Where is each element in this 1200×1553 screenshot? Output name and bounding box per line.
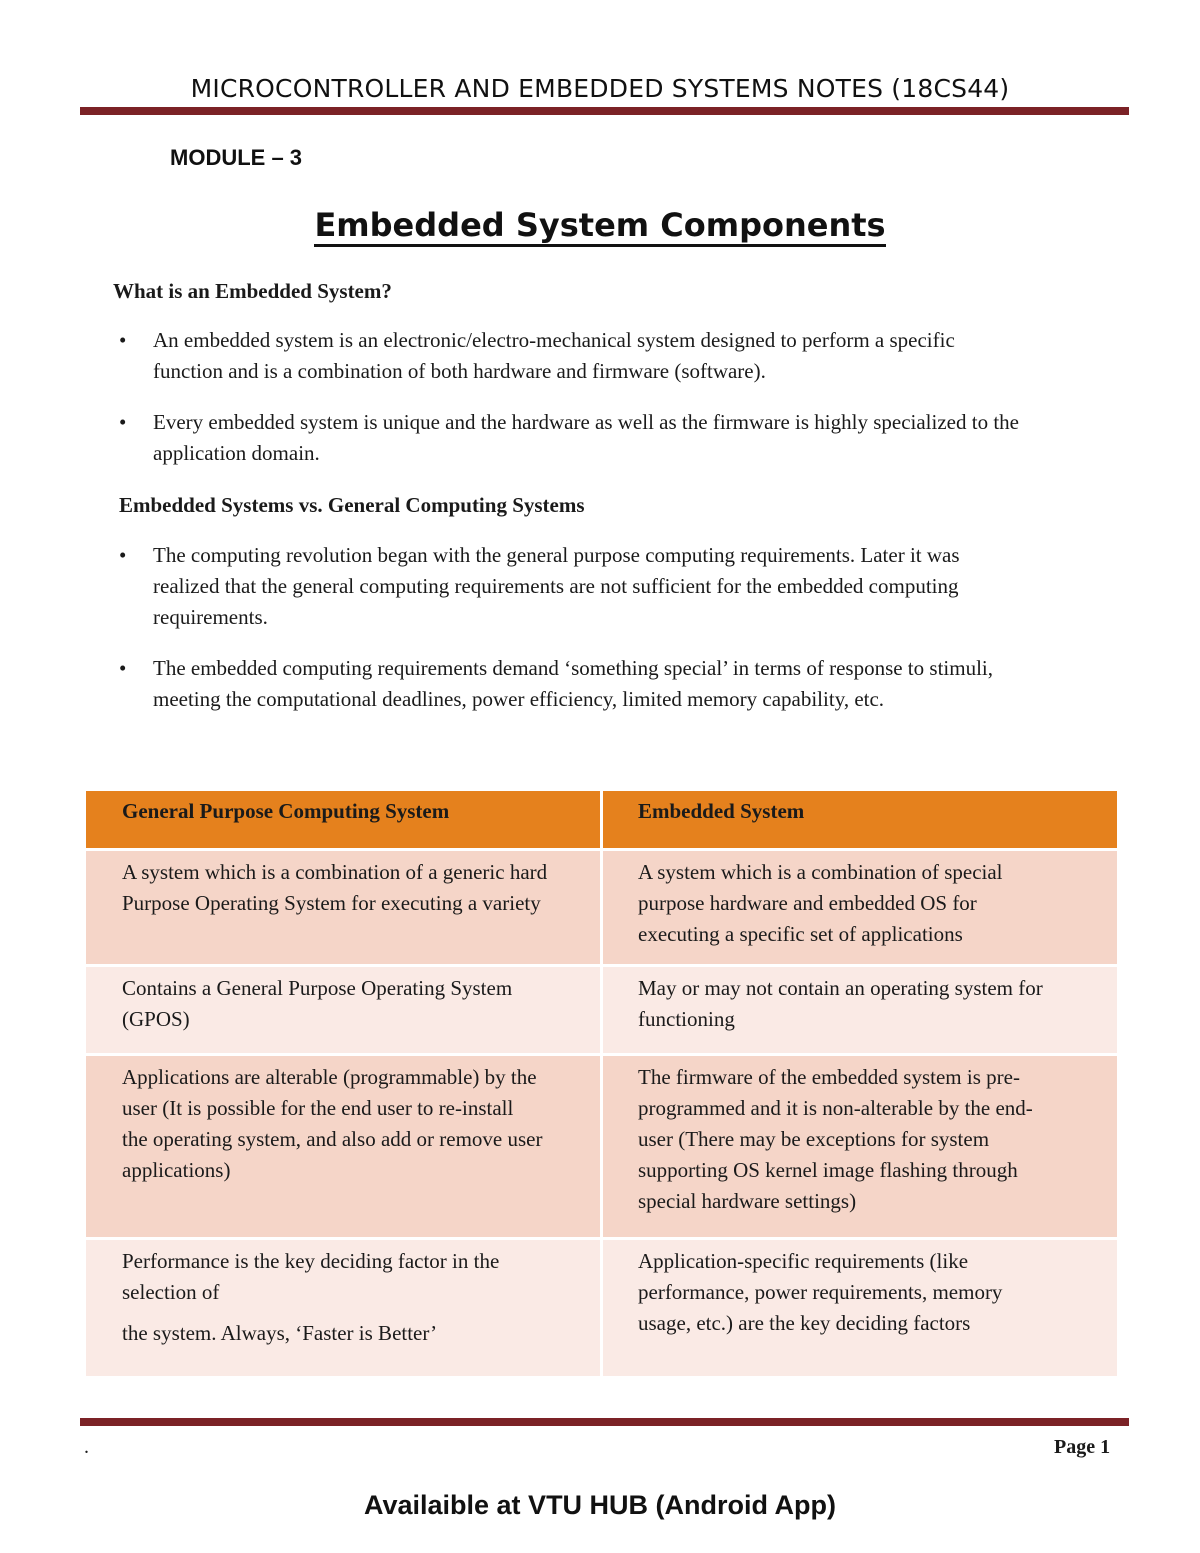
cell-line: programmed and it is non-alterable by the end- — [638, 1096, 1033, 1120]
cell-line: Purpose Operating System for executing a variety — [122, 891, 541, 915]
cell-line: user (It is possible for the end user to re-install — [122, 1096, 514, 1120]
cell-line: Contains a General Purpose Operating System — [122, 976, 513, 1000]
header-rule — [80, 107, 1129, 115]
bullet-item — [119, 653, 1133, 715]
bullet-line: meeting the computational deadlines, power efficiency, limited memory capability, etc. — [153, 687, 885, 711]
table-cell — [86, 850, 602, 966]
cell-line: selection of — [122, 1280, 220, 1304]
cell-line: usage, etc.) are the key deciding factors — [638, 1311, 971, 1335]
table-row — [86, 850, 1117, 966]
bullet-line: requirements. — [153, 605, 268, 629]
cell-line: supporting OS kernel image flashing through — [638, 1158, 1018, 1182]
table-cell — [602, 1055, 1118, 1239]
table-cell — [86, 966, 602, 1055]
bullet-dot: • — [119, 656, 127, 680]
table-header-row — [86, 791, 1117, 850]
header-title: MICROCONTROLLER AND EMBEDDED SYSTEMS NOTES (18CS44) — [190, 74, 1010, 103]
availability-note: Availaible at VTU HUB (Android App) — [363, 1490, 836, 1520]
cell-line: May or may not contain an operating system for — [638, 976, 1043, 1000]
cell-line: Performance is the key deciding factor in the — [122, 1249, 500, 1273]
table-cell — [602, 850, 1118, 966]
table-row — [86, 1239, 1117, 1378]
cell-line: Applications are alterable (programmable) by the — [122, 1065, 537, 1089]
cell-line: the system. Always, ‘Faster is Better’ — [122, 1321, 438, 1345]
cell-line: (GPOS) — [122, 1007, 190, 1031]
document-title — [0, 206, 1200, 244]
table-cell — [86, 1055, 602, 1239]
table-cell — [602, 966, 1118, 1055]
table-header-cell: General Purpose Computing System — [86, 791, 602, 850]
cell-line: purpose hardware and embedded OS for — [638, 891, 977, 915]
table-header-cell: Embedded System — [602, 791, 1118, 850]
cell-line: applications) — [122, 1158, 231, 1182]
cell-line: user (There may be exceptions for system — [638, 1127, 990, 1151]
bullet-line: The computing revolution began with the general purpose computing requirements. Later it was — [153, 543, 960, 567]
cell-line: Application-specific requirements (like — [638, 1249, 969, 1273]
bullet-item — [119, 407, 1133, 469]
bullet-line: function and is a combination of both hardware and firmware (software). — [153, 359, 766, 383]
footer-dot: . — [84, 1436, 89, 1458]
bullet-line: Every embedded system is unique and the hardware as well as the firmware is highly specialized to the — [153, 410, 1019, 434]
bullet-line: The embedded computing requirements demand ‘something special’ in terms of response to stimuli, — [153, 656, 993, 680]
footer-rule — [80, 1418, 1129, 1426]
bullet-dot: • — [119, 543, 127, 567]
document-title-text: Embedded System Components — [314, 206, 885, 247]
table-cell — [86, 1239, 602, 1378]
bullet-dot: • — [119, 410, 127, 434]
table-row — [86, 1055, 1117, 1239]
comparison-table — [86, 791, 1117, 1379]
module-label: MODULE – 3 — [170, 145, 303, 170]
bullet-dot: • — [119, 328, 127, 352]
cell-line: functioning — [638, 1007, 735, 1031]
table-cell — [602, 1239, 1118, 1378]
bullet-item — [119, 540, 1133, 633]
cell-line: The firmware of the embedded system is pre- — [638, 1065, 1020, 1089]
cell-line: the operating system, and also add or remove user — [122, 1127, 543, 1151]
bullet-item — [119, 325, 1133, 387]
bullet-line: application domain. — [153, 441, 320, 465]
cell-line: special hardware settings) — [638, 1189, 857, 1213]
cell-line: performance, power requirements, memory — [638, 1280, 1003, 1304]
section-heading-what-is: What is an Embedded System? — [113, 279, 392, 303]
cell-line: executing a specific set of applications — [638, 922, 963, 946]
bullet-line: An embedded system is an electronic/electro-mechanical system designed to perform a specific — [153, 328, 955, 352]
bullet-line: realized that the general computing requirements are not sufficient for the embedded computing — [153, 574, 959, 598]
page-number: Page 1 — [1054, 1436, 1111, 1458]
cell-line: A system which is a combination of a generic hard — [122, 860, 548, 884]
cell-line: A system which is a combination of special — [638, 860, 1003, 884]
section-heading-vs: Embedded Systems vs. General Computing Systems — [119, 493, 585, 517]
table-row — [86, 966, 1117, 1055]
